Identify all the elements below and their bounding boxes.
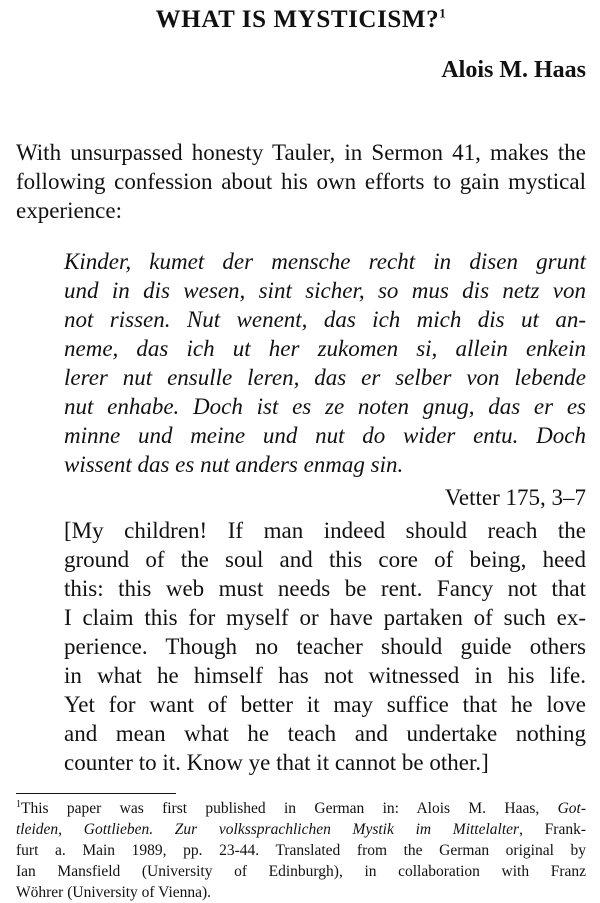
english-translation [64,516,586,777]
english-quote-line: Yet for want of better it may suffice that he love [64,692,586,717]
english-quote-line: ground of the soul and this core of being, heed [64,547,586,572]
english-quote-line: this: this web must needs be rent. Fancy not that [64,576,586,601]
german-quote-line: minne und meine und nut do wider entu. Doch [64,423,586,448]
footnote-book-title: Got- [557,800,586,817]
page-title [16,0,586,34]
footnote [16,798,586,903]
intro-line: experience: [16,198,122,223]
intro-line: following confession about his own efforts to gain mystical [16,169,586,194]
english-quote-line: in what he himself has not witnessed in his life. [64,663,586,688]
german-quote-line: not rissen. Nut wenent, das ich mich dis ut an- [64,307,586,332]
footnote-line [16,798,586,819]
title-footnote-marker[interactable]: 1 [439,5,447,21]
intro-paragraph [16,138,586,225]
footnote-divider [16,793,176,794]
footnote-text: This paper was first published in German in: Alois M. Haas, [21,800,558,817]
footnote-book-title: tleiden, Gottlieben. Zur volkssprachlichen Mystik im Mittelalter [16,821,520,838]
author-name: Alois M. Haas [441,57,586,83]
german-quote-line: Kinder, kumet der mensche recht in disen grunt [64,249,586,274]
footnote-line: Wöhrer (University of Vienna). [16,884,212,901]
german-quote-line: lerer nut ensulle leren, das er selber von lebende [64,365,586,390]
english-quote-line: I claim this for myself or have partaken of such ex- [64,605,586,630]
footnote-line [16,819,586,840]
footnote-line: furt a. Main 1989, pp. 23-44. Translated from the German original by [16,842,586,859]
english-quote-line: counter to it. Know ye that it cannot be other.] [64,750,489,775]
english-quote-line: perience. Though no teacher should guide others [64,634,586,659]
english-quote-line: and mean what he teach and undertake nothing [64,721,586,746]
source-reference: Vetter 175, 3–7 [444,485,586,510]
footnote-text: , Frank- [519,821,587,838]
german-quote-line: nut enhabe. Doch ist es ze noten gnug, das er es [64,394,586,419]
english-quote-line: [My children! If man indeed should reach the [64,518,586,543]
german-quotation [64,247,586,479]
intro-line: With unsurpassed honesty Tauler, in Sermon 41, makes the [16,140,586,165]
footnote-line: Ian Mansfield (University of Edinburgh), in collaboration with Franz [16,863,586,880]
german-quote-line: wissent das es nut anders enmag sin. [64,452,404,477]
footnote-marker: 1 [16,798,21,810]
title-text: WHAT IS MYSTICISM? [155,6,440,33]
german-quote-line: und in dis wesen, sint sicher, so mus dis netz von [64,278,586,303]
german-quote-line: neme, das ich ut her zukomen si, allein enkein [64,336,586,361]
